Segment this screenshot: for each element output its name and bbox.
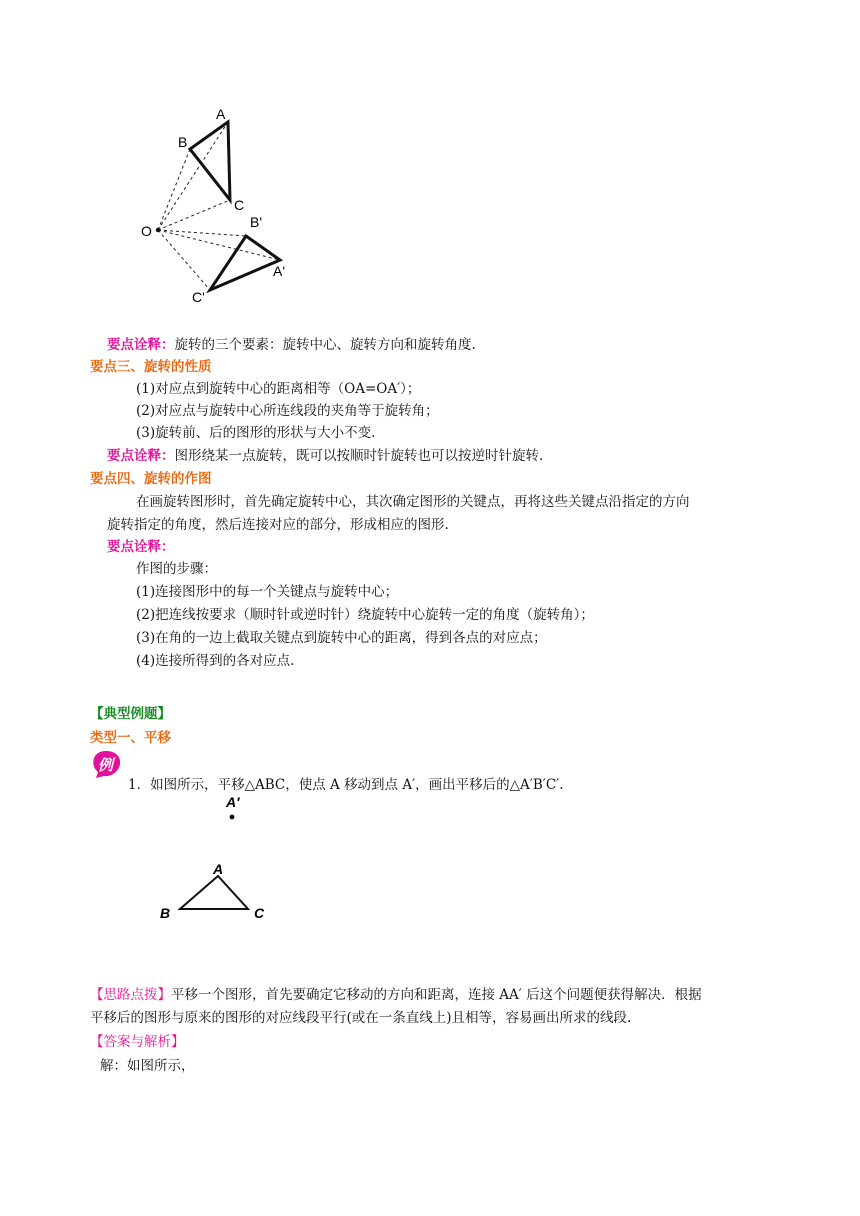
label-A: A [213,861,224,877]
section-4-paragraph-line-1: 在画旋转图形时，首先确定旋转中心，其次确定图形的关键点，再将这些关键点沿指定的方向 [136,494,690,510]
answer-label: 【答案与解析】 [90,1034,185,1050]
example-1-text: 1．如图所示，平移△ABC，使点 A 移动到点 A′，画出平移后的△A′B′C′. [128,777,564,793]
label-O: O [141,223,152,239]
section-4-heading: 要点四、旋转的作图 [90,471,212,487]
note-2-label: 要点诠释： [107,448,175,464]
note-3-label: 要点诠释： [107,539,175,555]
section-3-item: (3)旋转前、后的图形的形状与大小不变. [136,425,376,441]
point-A-prime [230,815,235,820]
examples-heading: 【典型例题】 [90,706,171,722]
note-1-label: 要点诠释： [107,337,175,353]
note-2 [107,444,543,464]
hint-text-1: 平移一个图形，首先要确定它移动的方向和距离，连接 AA′ 后这个问题便获得解决．根据 [171,987,702,1003]
step-item: (3)在角的一边上截取关键点到旋转中心的距离，得到各点的对应点； [136,630,547,646]
label-B-prime: B' [250,214,263,230]
section-3-heading: 要点三、旋转的性质 [90,359,212,375]
rotation-center-point [156,228,160,232]
label-C: C [254,905,265,921]
section-4-paragraph-line-2: 旋转指定的角度，然后连接对应的部分，形成相应的图形. [107,517,449,533]
section-3-item: (2)对应点与旋转中心所连线段的夹角等于旋转角； [136,403,439,419]
answer-text: 解：如图所示， [100,1058,195,1074]
hint-line-1 [90,983,702,1003]
note-1-text: 旋转的三个要素：旋转中心、旋转方向和旋转角度. [174,337,476,353]
label-A-prime: A' [273,263,286,279]
step-item: (2)把连线按要求（顺时针或逆时针）绕旋转中心旋转一定的角度（旋转角）； [136,607,594,623]
triangle-abc-rotated [210,236,280,290]
section-3-item: (1)对应点到旋转中心的距离相等（OA=OA′）； [136,381,421,397]
label-C: C [234,197,245,213]
example-badge [90,749,122,779]
rotation-figure [130,100,300,315]
label-A: A [216,106,226,122]
translation-figure [150,790,280,930]
label-C-prime: C' [192,289,205,305]
label-B: B [160,905,171,921]
triangle-abc [190,122,230,200]
label-A-prime: A′ [226,794,240,810]
hint-label: 【思路点拨】 [90,987,171,1003]
steps-title: 作图的步骤： [136,561,217,577]
note-2-text: 图形绕某一点旋转，既可以按顺时针旋转也可以按逆时针旋转. [174,448,544,464]
step-item: (1)连接图形中的每一个关键点与旋转中心； [136,584,399,600]
label-B: B [178,134,188,150]
note-1 [107,333,476,353]
step-item: (4)连接所得到的各对应点. [136,653,295,669]
hint-line-2: 平移后的图形与原来的图形的对应线段平行(或在一条直线上)且相等，容易画出所求的线段. [90,1010,632,1026]
triangle-abc [180,876,248,909]
example-badge-text: 例 [98,756,114,774]
type-1-heading: 类型一、平移 [90,730,171,746]
